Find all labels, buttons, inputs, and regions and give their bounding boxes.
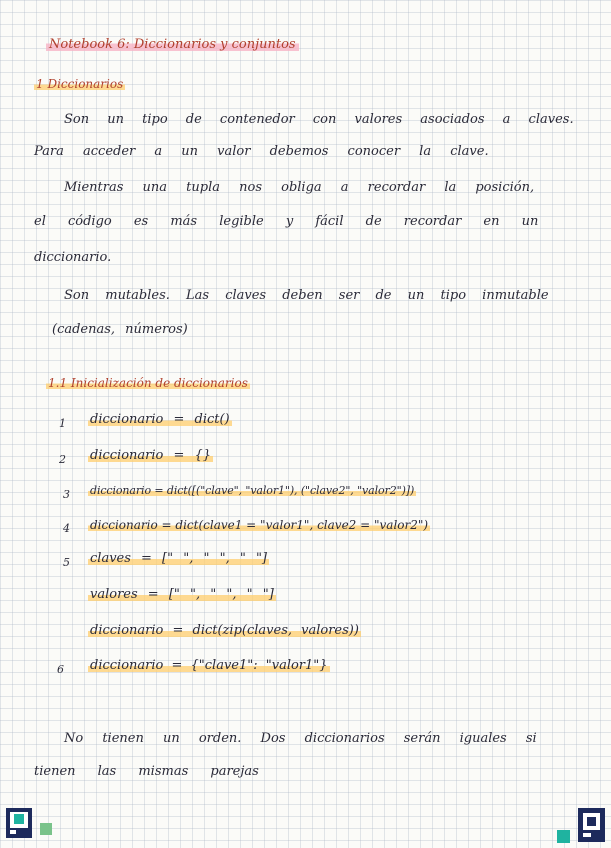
paragraph-4-line-1: No tienen un orden. Dos diccionarios serán iguales si: [64, 731, 537, 746]
code-line-number: 2: [59, 453, 66, 466]
code-line-number: 5: [63, 556, 70, 569]
code-line: diccionario = dict([("clave", "valor1"), ("clave2", "valor2")]): [90, 484, 415, 497]
code-line: diccionario = {}: [90, 448, 212, 463]
paragraph-4-line-2: tienen las mismas parejas: [34, 764, 259, 779]
section-heading-1: 1 Diccionarios: [36, 77, 124, 91]
page-title: Notebook 6: Diccionarios y conjuntos: [46, 37, 299, 53]
paragraph-2-line-1: Mientras una tupla nos obliga a recordar la posición,: [64, 180, 535, 195]
paragraph-2-line-2: el código es más legible y fácil de recordar en un: [34, 214, 539, 229]
paragraph-2-line-3: diccionario.: [34, 250, 112, 265]
paragraph-3-line-2: (cadenas, números): [52, 322, 188, 337]
code-line: valores = [" ", " ", " "]: [90, 587, 274, 602]
code-line-number: 3: [63, 488, 70, 501]
corner-marker-icon: [578, 808, 605, 842]
code-line-number: 4: [63, 522, 70, 535]
paragraph-3-line-1: Son mutables. Las claves deben ser de un tipo inmutable: [64, 288, 549, 303]
code-line: diccionario = dict(zip(claves, valores)): [90, 623, 359, 638]
green-square-icon: [557, 830, 570, 843]
paragraph-1-line-1: Son un tipo de contenedor con valores asociados a claves.: [64, 112, 574, 127]
section-heading-1-1: 1.1 Inicialización de diccionarios: [48, 376, 248, 390]
code-line: diccionario = {"clave1": "valor1"}: [90, 658, 328, 673]
code-line: diccionario = dict(clave1 = "valor1", clave2 = "valor2"): [90, 518, 429, 532]
code-line-number: 6: [57, 663, 64, 676]
code-line: claves = [" ", " ", " "]: [90, 551, 268, 566]
green-square-icon: [40, 823, 52, 835]
corner-marker-icon: [6, 808, 32, 838]
paragraph-1-line-2: Para acceder a un valor debemos conocer la clave.: [34, 144, 489, 159]
code-line: diccionario = dict(): [90, 412, 230, 427]
code-line-number: 1: [59, 417, 66, 430]
